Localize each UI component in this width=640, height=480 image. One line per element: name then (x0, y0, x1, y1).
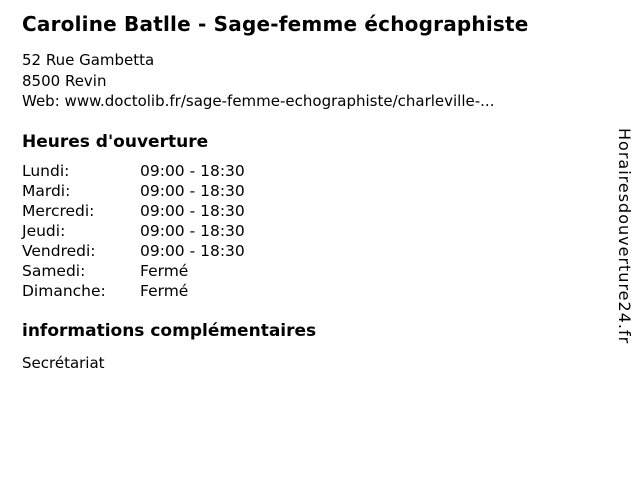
day-label: Dimanche: (22, 281, 106, 300)
address-line-1: 52 Rue Gambetta (22, 51, 155, 69)
day-hours: 09:00 - 18:30 (140, 181, 245, 200)
additional-info-heading: informations complémentaires (22, 320, 317, 341)
day-label: Vendredi: (22, 241, 96, 260)
day-label: Jeudi: (22, 221, 66, 240)
day-hours: 09:00 - 18:30 (140, 241, 245, 260)
day-hours: Fermé (140, 261, 189, 280)
day-hours: 09:00 - 18:30 (140, 161, 245, 180)
hours-row-saturday (22, 261, 600, 281)
hours-row-monday (22, 161, 600, 181)
day-hours: 09:00 - 18:30 (140, 201, 245, 220)
day-hours: Fermé (140, 281, 189, 300)
day-label: Samedi: (22, 261, 86, 280)
hours-row-wednesday (22, 201, 600, 221)
day-label: Lundi: (22, 161, 70, 180)
hours-row-tuesday (22, 181, 600, 201)
watermark-vertical-text: Horairesdouverture24.fr (615, 128, 634, 345)
web-label: Web: (22, 92, 60, 110)
address-block (22, 50, 600, 112)
additional-info-text: Secrétariat (22, 353, 105, 372)
web-line (22, 91, 600, 112)
day-hours: 09:00 - 18:30 (140, 221, 245, 240)
hours-row-friday (22, 241, 600, 261)
web-url: www.doctolib.fr/sage-femme-echographiste/charleville-... (64, 92, 495, 110)
hours-row-sunday (22, 281, 600, 301)
hours-row-thursday (22, 221, 600, 241)
day-label: Mercredi: (22, 201, 95, 220)
page-title: Caroline Batlle - Sage-femme échographiste (22, 12, 529, 36)
opening-hours-heading: Heures d'ouverture (22, 131, 209, 152)
opening-hours-table (22, 161, 600, 301)
address-line-2: 8500 Revin (22, 71, 107, 90)
day-label: Mardi: (22, 181, 71, 200)
